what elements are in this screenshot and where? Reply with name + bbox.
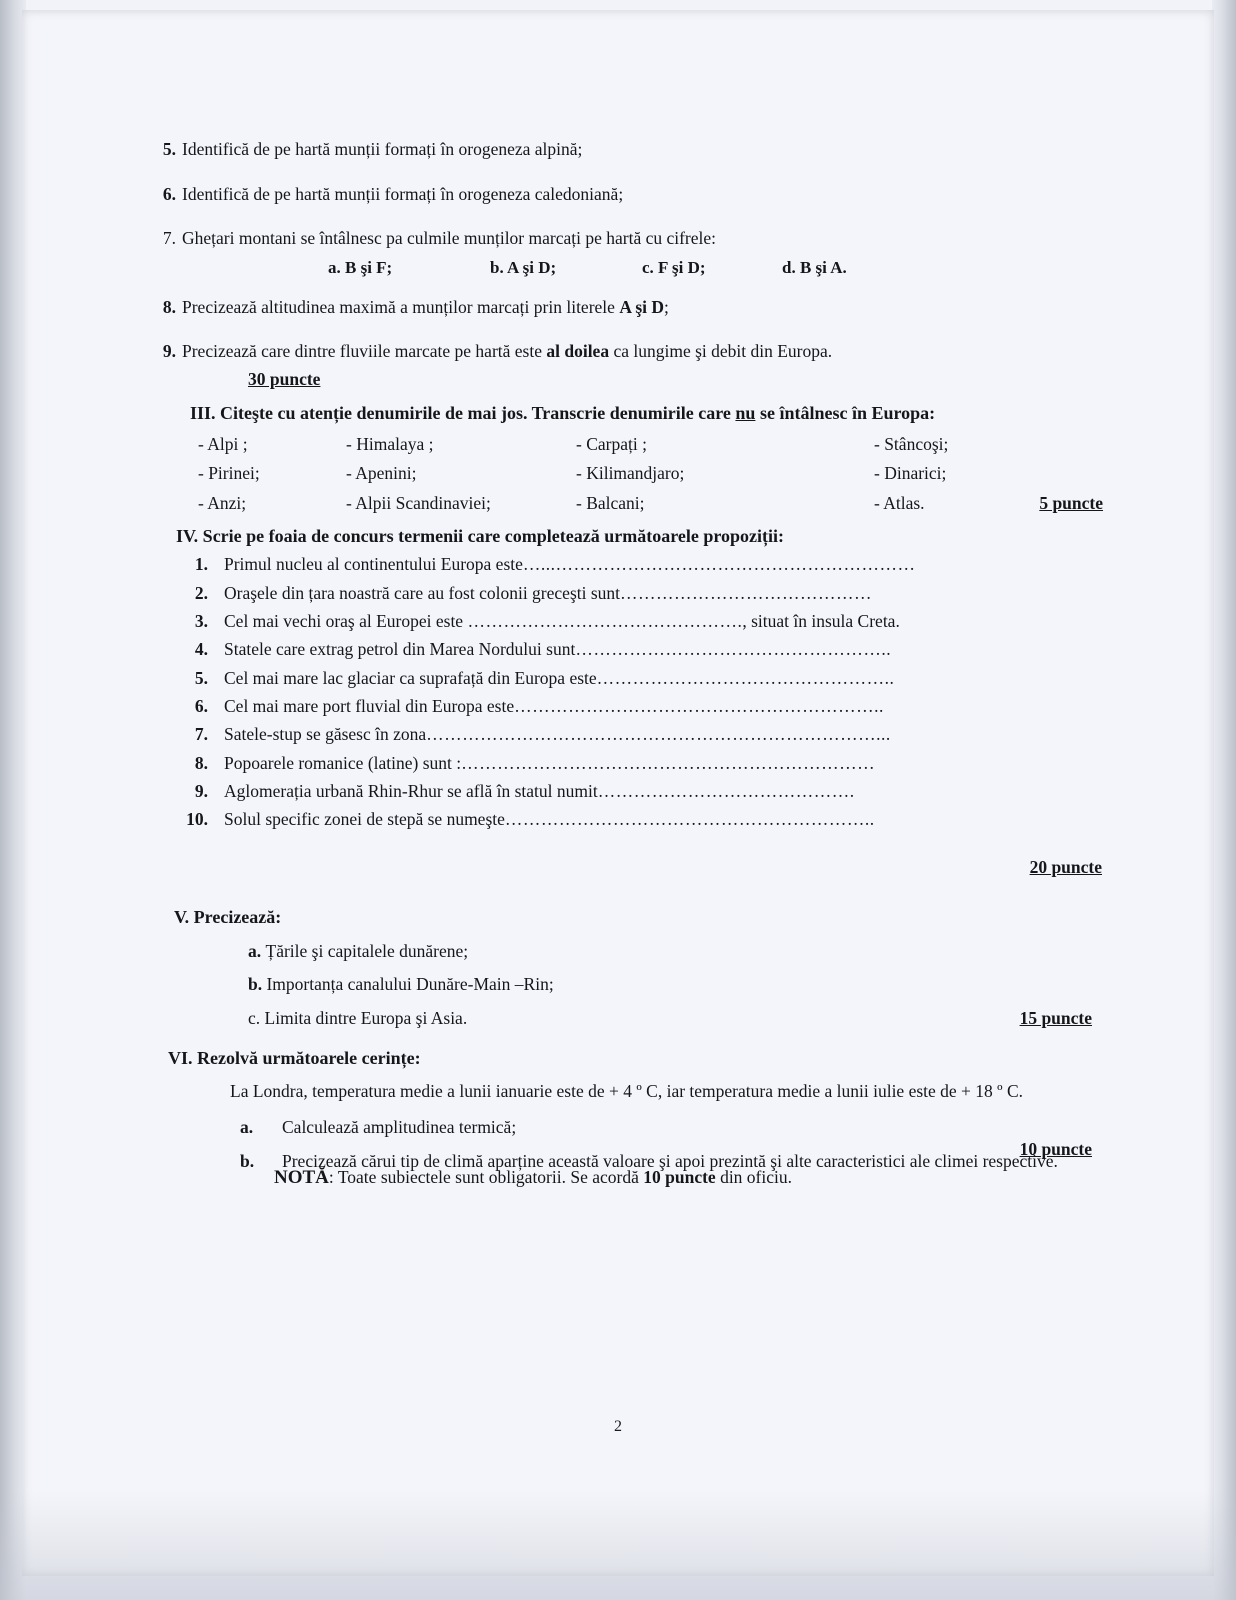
list-item: [152, 777, 1102, 805]
question-emphasis: A şi D: [619, 296, 665, 317]
question-item-8: [152, 296, 1102, 320]
section-iii-heading-part1: III. Citeşte cu atenție denumirile de mai jos. Transcrie denumirile care: [190, 402, 736, 423]
term-item: - Stâncoşi;: [874, 433, 949, 454]
terms-row: [198, 489, 1103, 518]
terms-row: [198, 430, 1103, 459]
section-iv-list: [152, 550, 1102, 833]
list-item-text: Satele-stup se găsesc în zona: [224, 724, 427, 745]
points-20-container: [152, 856, 1102, 880]
list-item: [152, 1114, 1102, 1140]
list-item-text: Solul specific zonei de stepă se numeşte: [224, 809, 505, 830]
question-item-5: [152, 138, 1102, 162]
answer-option-a[interactable]: a. B şi F;: [328, 257, 393, 277]
question-item-6: [152, 183, 1102, 207]
question-text-tail: ca lungime şi debit din Europa.: [609, 341, 833, 362]
item-text: Limita dintre Europa şi Asia.: [260, 1007, 468, 1028]
section-v-item-b: [248, 973, 1102, 997]
nota-text-2: din oficiu.: [715, 1166, 792, 1187]
question-number: 9.: [162, 341, 176, 362]
fill-in-blank[interactable]: ……………………………………………..: [575, 639, 892, 660]
points-15: 15 puncte: [1019, 1007, 1092, 1028]
list-item: [152, 579, 1102, 607]
list-item-label: b.: [240, 1151, 255, 1172]
list-item-number: 9.: [194, 781, 208, 801]
list-item: [152, 607, 1102, 635]
question-text: Precizează care dintre fluviile marcate pe hartă este: [182, 341, 547, 362]
term-item: - Kilimandjaro;: [576, 463, 685, 484]
paragraph-text: La Londra, temperatura medie a lunii ianuarie este de + 4 º C, iar temperatura medie a lunii iulie este de + 18 º C.: [230, 1080, 1024, 1101]
list-item-number: 10.: [186, 809, 208, 830]
list-item-text: Cel mai mare port fluvial din Europa este: [224, 695, 515, 716]
fill-in-blank[interactable]: ……………………………………………………..: [504, 809, 875, 830]
fill-in-blank[interactable]: ……………………………………….: [467, 610, 743, 631]
terms-row: [198, 459, 1103, 488]
list-item-text: Cel mai vechi oraş al Europei este: [224, 610, 468, 631]
list-item-number: 4.: [194, 639, 208, 660]
item-label: c.: [248, 1007, 261, 1028]
document-content: [152, 138, 1103, 1188]
list-item: [152, 664, 1102, 692]
term-item: - Atlas.: [874, 492, 925, 513]
answer-option-d[interactable]: d. B şi A.: [782, 257, 847, 277]
list-item: [152, 749, 1102, 777]
term-item: - Himalaya ;: [346, 433, 434, 454]
question-number: 5.: [162, 139, 176, 159]
question-text: Identifică de pe hartă munții formați în orogeneza alpină;: [182, 139, 583, 159]
term-item: - Alpi ;: [198, 433, 248, 454]
list-item-text: Oraşele din țara noastră care au fost colonii greceşti sunt: [224, 582, 621, 603]
section-v-item-c-row: [152, 1007, 1102, 1031]
term-item: - Pirinei;: [198, 463, 260, 484]
section-v-item-a: [248, 940, 1102, 964]
question-number: 7.: [162, 228, 176, 249]
section-v-item-c: [248, 1007, 467, 1031]
list-item-text: Cel mai mare lac glaciar ca suprafață din Europa este: [224, 667, 597, 688]
section-iii-heading-underlined: nu: [735, 402, 756, 423]
list-item: [152, 805, 1102, 833]
answer-option-c[interactable]: c. F şi D;: [642, 257, 706, 277]
list-item: [152, 1148, 1142, 1174]
list-item-number: 3.: [194, 610, 208, 631]
fill-in-blank[interactable]: …………………………………………..: [596, 667, 895, 688]
list-item-number: 7.: [194, 724, 208, 745]
item-label: a.: [248, 940, 262, 961]
item-label: b.: [248, 974, 263, 995]
list-item-text: Primul nucleu al continentului Europa este: [224, 554, 523, 575]
question-7-answer-options: [152, 257, 1102, 280]
points-10: 10 puncte: [1019, 1139, 1092, 1160]
points-15-container: [467, 1007, 1102, 1031]
list-item-number: 2.: [194, 582, 208, 603]
page-right-shadow: [1212, 0, 1236, 1600]
list-item-number: 1.: [194, 554, 208, 575]
section-v-heading: V. Precizează:: [174, 907, 282, 928]
item-text: Țările şi capitalele dunărene;: [261, 940, 469, 961]
term-item: - Anzi;: [198, 492, 247, 513]
points-20: 20 puncte: [1029, 856, 1102, 877]
term-item: - Carpați ;: [576, 433, 647, 454]
list-item: [152, 635, 1102, 663]
section-vi-paragraph: [152, 1079, 1092, 1104]
question-text: Ghețari montani se întâlnesc pa culmile munților marcați pe hartă cu cifrele:: [182, 228, 717, 249]
list-item-number: 5.: [194, 667, 208, 688]
term-item: - Alpii Scandinaviei;: [346, 492, 491, 513]
question-number: 8.: [162, 296, 176, 317]
list-item-text: Precizează cărui tip de climă aparține această valoare şi apoi prezintă şi alte caracteristici ale climei respective.: [282, 1151, 1058, 1172]
section-iv-heading: IV. Scrie pe foaia de concurs termenii care completează următoarele propoziții:: [176, 525, 785, 546]
list-item: [152, 692, 1102, 720]
fill-in-blank[interactable]: …………………………………………………………………...: [426, 724, 891, 745]
list-item-label: a.: [240, 1117, 254, 1138]
points-30: 30 puncte: [248, 369, 321, 390]
question-text-tail: ;: [664, 296, 669, 317]
nota-text-1: : Toate subiectele sunt obligatorii. Se acordă: [328, 1166, 644, 1187]
question-text: Identifică de pe hartă munții formați în orogeneza caledoniană;: [182, 183, 624, 204]
list-item-text: Statele care extrag petrol din Marea Nordului sunt: [224, 639, 576, 660]
fill-in-blank[interactable]: ……………………………………………………..: [514, 695, 884, 716]
paper-sheet: [22, 10, 1214, 1576]
section-iii-terms-list: [198, 430, 1103, 518]
question-text: Precizează altitudinea maximă a munților marcați prin literele: [182, 296, 620, 317]
question-emphasis: al doilea: [546, 341, 610, 362]
fill-in-blank[interactable]: ……………………………………: [620, 582, 873, 603]
list-item-number: 8.: [194, 752, 208, 773]
nota-label: NOTĂ: [274, 1166, 329, 1188]
question-item-9: [152, 340, 1102, 364]
terms-row-spacer: [994, 459, 1103, 488]
page-number: 2: [614, 1418, 622, 1435]
fill-in-blank[interactable]: …………………………………….: [597, 781, 855, 801]
nota-points-emphasis: 10 puncte: [643, 1166, 716, 1187]
list-item-text: Popoarele romanice (latine) sunt :: [224, 752, 462, 773]
section-iii-heading-part2: se întâlnesc în Europa:: [755, 402, 936, 423]
list-item-text: Aglomerația urbană Rhin-Rhur se află în statul numit: [224, 781, 598, 801]
section-vi-heading: VI. Rezolvă următoarele cerințe:: [168, 1048, 421, 1069]
list-item-number: 6.: [194, 695, 208, 716]
fill-in-blank[interactable]: ……………………………………………………………: [461, 752, 876, 773]
question-number: 6.: [162, 183, 176, 204]
terms-row-spacer: [994, 430, 1103, 459]
term-item: - Apenini;: [346, 463, 417, 484]
question-item-7: [152, 227, 1102, 251]
list-item: [152, 550, 1102, 578]
points-5: 5 puncte: [1039, 492, 1103, 513]
list-item-text: Calculează amplitudinea termică;: [282, 1117, 517, 1138]
fill-in-blank[interactable]: …...……………………………………………………: [522, 554, 916, 575]
item-text: Importanța canalului Dunăre-Main –Rin;: [262, 974, 554, 995]
list-item: [152, 720, 1102, 748]
section-iii-heading: [190, 400, 1102, 426]
term-item: - Balcani;: [576, 492, 645, 513]
list-item-tail: , situat în insula Creta.: [742, 610, 900, 631]
answer-option-b[interactable]: b. A şi D;: [490, 257, 557, 277]
term-item: - Dinarici;: [874, 463, 947, 484]
